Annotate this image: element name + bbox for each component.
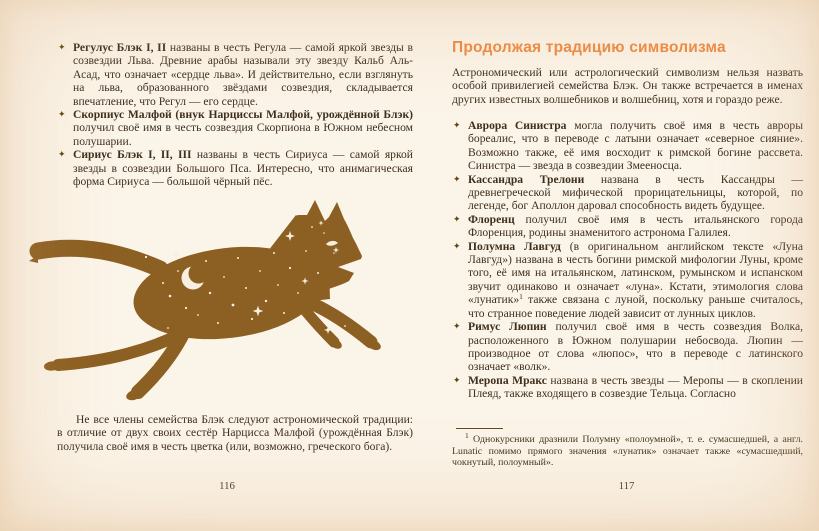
star-bullet-icon: ✦ <box>453 322 461 333</box>
star-bullet-icon: ✦ <box>453 214 461 225</box>
footnote <box>452 431 803 469</box>
bullet-text: получил своё имя в честь созвездия Скорпиона в Южном небесном полушарии. <box>73 121 413 148</box>
list-item <box>452 240 803 320</box>
star-bullet-icon: ✦ <box>58 150 66 161</box>
section-heading: Продолжая традицию символизма <box>452 39 726 56</box>
black-family-name-list <box>57 41 413 188</box>
bullet-text: названы в честь Регула — самой яркой звезды в созвездии Льва. Древние арабы называли эту звезду Кальб Аль-Асад, что означает «сердце льва». И действительно, если взглянуть на льва, образованного звёздами созвездия, складывается впечатление, что Регул — его сердце. <box>73 41 413 108</box>
bullet-text: получил своё имя в честь созвездия Волка, расположенного в Южном полушарии небосвода. Люпин — производное от слова «люпос», что в переводе с латинского означает «волк». <box>468 320 803 374</box>
closing-paragraph: Не все члены семейства Блэк следуют астрономической традиции: в отличие от двух своих сестёр Нарцисса Малфой (урождённая Блэк) получила своё имя в честь цветка (или, возможно, греческого бога). <box>57 413 413 453</box>
list-item <box>452 320 803 374</box>
footnote-divider <box>456 428 503 429</box>
bullet-lead: Аврора Синистра <box>468 119 567 132</box>
bullet-text: также связана с луной, поскольку раньше считалось, что странное поведение людей зависит от лунных циклов. <box>468 293 803 320</box>
bullet-lead: Полумна Лавгуд <box>468 239 561 253</box>
bullet-text: названа в честь Кассандры — древнегреческой мифической прорицательницы, которой, по легенде, бог Аполлон даровал способность видеть будущее. <box>468 172 803 213</box>
page-number-right: 117 <box>618 480 635 492</box>
list-item <box>452 213 803 240</box>
bullet-lead: Меропа Мракс <box>468 373 547 387</box>
sparkle-star-icon <box>172 251 181 260</box>
list-item <box>57 148 413 188</box>
bullet-lead: Регулус Блэк I, II <box>73 41 167 54</box>
bullet-lead: Скорпиус Малфой (внук Нарциссы Малфой, урождённой Блэк) <box>73 108 413 122</box>
bullet-lead: Римус Люпин <box>468 320 547 334</box>
intro-paragraph: Астрономический или астрологический символизм нельзя назвать особой привилегией семейства Блэк. Он также встречается в именах других известных волшебников и волшебниц, хотя и гораздо реже. <box>452 66 803 106</box>
bullet-text: (в оригинальном английском тексте «Луна Лавгуд») названа в честь богини римской мифологии Луны, кроме того, её имя на итальянском, латинском, румынском и испанском звучит одинаково и означает «луна». Кстати, этимология слова «лунатик» <box>468 239 803 307</box>
page-number-left: 116 <box>219 480 235 492</box>
star-bullet-icon: ✦ <box>453 121 461 131</box>
bullet-lead: Флоренц <box>468 212 515 226</box>
star-bullet-icon: ✦ <box>453 241 461 252</box>
running-wolf-silhouette <box>28 193 432 418</box>
list-item <box>57 41 413 108</box>
footnote-reference: 1 <box>519 292 523 302</box>
wolf-illustration <box>28 193 432 418</box>
star-bullet-icon: ✦ <box>58 110 66 121</box>
star-bullet-icon: ✦ <box>453 174 461 185</box>
footnote-marker: 1 <box>465 431 469 440</box>
bullet-text: названы в честь Сириуса — самой яркой звезды в созвездии Большого Пса. Интересно, что анимагическая форма Сириуса — большой чёрный пёс. <box>73 148 413 189</box>
list-item <box>452 119 803 173</box>
list-item <box>57 108 413 148</box>
star-bullet-icon: ✦ <box>453 375 461 386</box>
list-item <box>452 173 803 213</box>
bullet-text: названа в честь звезды — Меропы — в скоплении Плеяд, также входящего в созвездие Тельца. Согласно <box>468 373 803 401</box>
symbolism-name-list <box>452 119 803 401</box>
bullet-lead: Сириус Блэк I, II, III <box>73 148 192 162</box>
bullet-lead: Кассандра Трелони <box>468 172 585 186</box>
bullet-text: могла получить своё имя в честь авроры бореалис, что в переводе с латыни означает «северное сияние». Возможно также, её имя восходит к римской богине рассвета. Синистра — звезда в созвездии Змееносца. <box>468 119 803 173</box>
footnote-text: Однокурсники дразнили Полумну «полоумной», т. е. сумасшедшей, а англ. Lunatic помимо прямого значения «лунатик» означает также «сумасшедший, чокнутый, полоумный». <box>452 434 803 469</box>
wolf-body <box>29 200 382 402</box>
star-bullet-icon: ✦ <box>58 43 66 53</box>
bullet-text: получил своё имя в честь итальянского города Флоренция, родины знаменитого астронома Галилея. <box>468 212 803 240</box>
list-item <box>452 374 803 401</box>
